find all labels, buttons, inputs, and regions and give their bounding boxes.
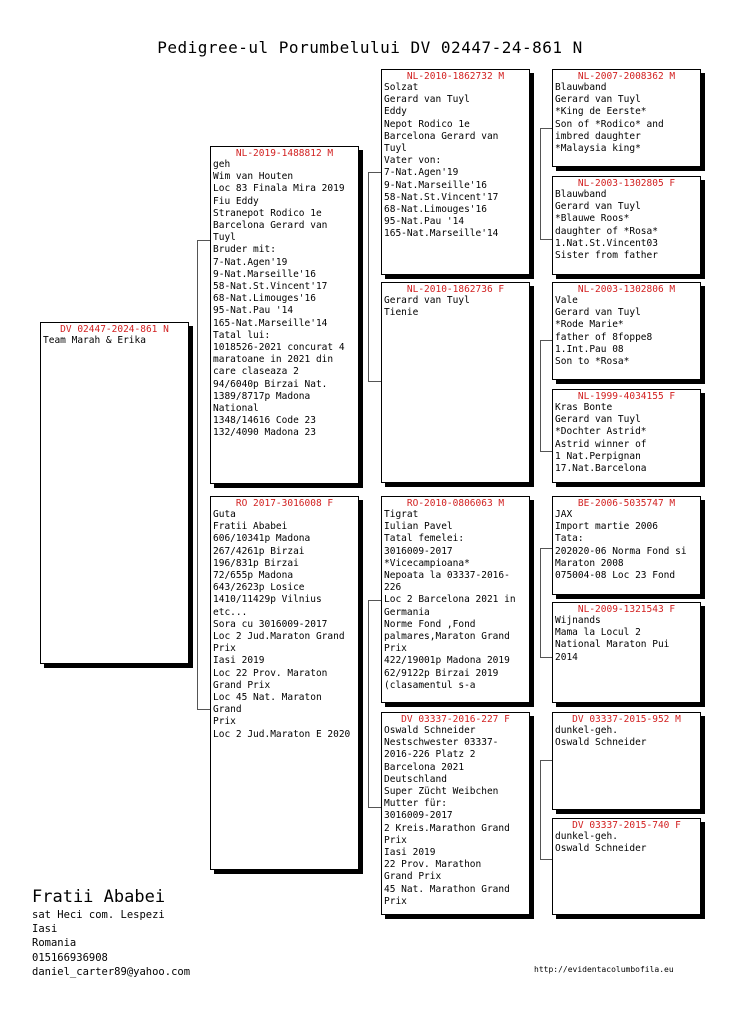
pigeon-info-line: 1018526-2021 concurat 4 [213, 342, 345, 354]
ring-number: NL-2010-1862736 F [406, 284, 505, 295]
pigeon-info-line: Oswald Schneider [384, 725, 476, 736]
pigeon-info-line: daughter of *Rosa* [555, 225, 658, 237]
pigeon-info-line: Loc 2 Jud.Maraton Grand [213, 631, 345, 643]
pigeon-info-line: 606/10341p Madona [213, 533, 311, 545]
connector-gen3-2 [540, 340, 552, 452]
pigeon-info-line: 2016-226 Platz 2 [384, 749, 476, 761]
ring-number: NL-1999-4034155 F [577, 391, 676, 402]
pigeon-info-line: Vater von: [384, 155, 442, 167]
pigeon-card-sire-dam [381, 282, 530, 483]
pigeon-info-line: Fratii Ababei [213, 521, 288, 533]
pigeon-info-line: 22 Prov. Marathon [384, 859, 482, 871]
pigeon-info-line: Grand Prix [384, 871, 442, 883]
ring-number: DV 03337-2016-227 F [401, 714, 510, 725]
pigeon-info-line: National [213, 403, 259, 415]
pigeon-info-line: Gerard van Tuyl [384, 295, 470, 306]
pigeon-card-ggp-3 [552, 282, 701, 380]
ring-number: RO 2017-3016008 F [235, 498, 334, 509]
pigeon-info-line: Loc 45 Nat. Maraton [213, 692, 322, 704]
ring-number: NL-2003-1302805 F [577, 178, 676, 189]
pigeon-info-line: Oswald Schneider [555, 843, 647, 855]
pigeon-info-line: Stranepot Rodico 1e [213, 207, 322, 219]
pigeon-info-line: 1 Nat.Perpignan [555, 450, 641, 462]
owner-address-line: sat Heci com. Lespezi [32, 909, 165, 921]
pigeon-info-line: 45 Nat. Marathon Grand [384, 883, 510, 895]
pigeon-info-line: 422/19001p Madona 2019 [384, 655, 510, 667]
pigeon-info-line: (clasamentul s-a [384, 679, 476, 691]
ring-number: DV 03337-2015-740 F [572, 820, 681, 831]
pigeon-info-line: Barcelona Gerard van [213, 220, 328, 232]
pigeon-info-line: Iulian Pavel [384, 521, 453, 533]
pigeon-info-line: *Malaysia king* [555, 143, 641, 155]
pigeon-info-line: palmares,Maraton Grand [384, 631, 510, 643]
ring-number: NL-2007-2008362 M [577, 71, 676, 82]
pigeon-info-line: Tatal femelei: [384, 533, 465, 545]
pigeon-info-line: Sister from father [555, 250, 658, 262]
pigeon-info-line: 17.Nat.Barcelona [555, 463, 647, 475]
pigeon-info-line: Son to *Rosa* [555, 356, 630, 368]
pigeon-card-ggp-5 [552, 496, 701, 595]
website-link[interactable]: http://evidentacolumbofila.eu [534, 965, 674, 974]
pigeon-info-line: 202020-06 Norma Fond si [555, 545, 687, 557]
pigeon-info-line: JAX [555, 509, 573, 520]
pigeon-info-line: maratoane in 2021 din [213, 354, 334, 366]
ring-number: NL-2010-1862732 M [406, 71, 505, 82]
pigeon-info-line: Son of *Rodico* and [555, 118, 664, 130]
pigeon-info-line: Loc 22 Prov. Maraton [213, 667, 328, 679]
pigeon-info-line: 62/9122p Birzai 2019 [384, 667, 499, 679]
pigeon-card-dam-dam [381, 712, 530, 915]
pigeon-info-line: 3016009-2017 [384, 545, 453, 557]
ring-number: NL-2019-1488812 M [235, 148, 334, 159]
pigeon-info-line: Tuyl [213, 232, 236, 244]
pigeon-card-ggp-8 [552, 818, 701, 915]
page-title: Pedigree-ul Porumbelului DV 02447-24-861 N [157, 38, 583, 57]
pigeon-info-line: Nepot Rodico 1e [384, 118, 470, 130]
pigeon-info-line: Grand [213, 704, 242, 716]
connector-gen3-4 [540, 760, 552, 860]
pigeon-info-line: Eddy [384, 106, 407, 118]
pigeon-info-line: 58-Nat.St.Vincent'17 [213, 281, 328, 293]
pigeon-info-line: Blauwband [555, 189, 607, 200]
owner-info [32, 886, 190, 979]
pigeon-info-line: Solzat [384, 82, 419, 93]
pigeon-info-line: Oswald Schneider [555, 737, 647, 749]
owner-email[interactable]: daniel_carter89@yahoo.com [32, 965, 191, 978]
pigeon-info-line: etc... [213, 606, 248, 618]
pigeon-info-line: Import martie 2006 [555, 521, 658, 533]
pigeon-info-line: 1.Nat.St.Vincent03 [555, 237, 658, 249]
ring-number: BE-2006-5035747 M [577, 498, 676, 509]
pigeon-info-line: Loc 2 Barcelona 2021 in [384, 594, 516, 606]
pigeon-info-line: 226 [384, 582, 402, 594]
pigeon-info-line: 165-Nat.Marseille'14 [384, 228, 499, 240]
pigeon-info-line: 7-Nat.Agen'19 [213, 256, 288, 268]
pigeon-info-line: Loc 83 Finala Mira 2019 [213, 183, 345, 195]
pigeon-card-ggp-1 [552, 69, 701, 167]
pigeon-info-line: 1348/14616 Code 23 [213, 415, 316, 427]
pigeon-info-line: 68-Nat.Limouges'16 [213, 293, 316, 305]
pigeon-info-line: Norme Fond ,Fond [384, 618, 476, 630]
pigeon-card-ggp-4 [552, 389, 701, 483]
pigeon-card-ggp-7 [552, 712, 701, 810]
pigeon-info-line: Vale [555, 295, 578, 306]
pigeon-info-line: Deutschland [384, 773, 447, 785]
ring-number: RO-2010-0806063 M [406, 498, 505, 509]
pigeon-info-line: 3016009-2017 [384, 810, 453, 822]
pigeon-info-line: 1410/11429p Vilnius [213, 594, 322, 606]
pigeon-info-line: 1389/8717p Madona [213, 390, 311, 402]
pigeon-info-line: 132/4090 Madona 23 [213, 427, 316, 439]
pigeon-card-ggp-2 [552, 176, 701, 275]
pigeon-info-line: Nestschwester 03337- [384, 737, 499, 749]
pigeon-info-line: Fiu Eddy [213, 195, 259, 207]
pigeon-info-line: 7-Nat.Agen'19 [384, 167, 459, 179]
pigeon-info-line: father of 8foppe8 [555, 331, 653, 343]
pigeon-info-line: 196/831p Birzai [213, 557, 299, 569]
connector-gen3-3 [540, 548, 552, 658]
pigeon-info-line: Prix [213, 716, 236, 728]
pigeon-info-line: 2 Kreis.Marathon Grand [384, 822, 510, 834]
ring-number: DV 02447-2024-861 N [60, 324, 169, 335]
pigeon-info-line: care claseaza 2 [213, 366, 299, 378]
pigeon-info-line: 267/4261p Birzai [213, 545, 305, 557]
pigeon-info-line: 95-Nat.Pau '14 [213, 305, 294, 317]
pigeon-info-line: *Rode Marie* [555, 319, 624, 331]
pigeon-info-line: Mama la Locul 2 [555, 627, 641, 639]
pigeon-info-line: 94/6040p Birzai Nat. [213, 378, 328, 390]
pigeon-info-line: Iasi 2019 [384, 847, 436, 859]
pigeon-info-line: Nepoata la 03337-2016- [384, 570, 510, 582]
owner-city: Iasi [32, 923, 58, 936]
ring-number: NL-2009-1321543 F [577, 604, 676, 615]
pigeon-card-sire-sire [381, 69, 530, 275]
pigeon-info-line: Team Marah & Erika [43, 335, 146, 346]
pigeon-card-sire [210, 146, 359, 484]
pigeon-info-line: imbred daughter [555, 130, 641, 142]
ring-number: DV 03337-2015-952 M [572, 714, 681, 725]
pigeon-info-line: Iasi 2019 [213, 655, 265, 667]
pigeon-info-line: Germania [384, 606, 430, 618]
pigeon-info-line: National Maraton Pui [555, 639, 670, 651]
pigeon-info-line: Maraton 2008 [555, 557, 624, 569]
pigeon-info-line: Tigrat [384, 509, 419, 520]
pigeon-info-line: *Vicecampioana* [384, 557, 470, 569]
pigeon-card-dam-sire [381, 496, 530, 703]
pigeon-info-line: Kras Bonte [555, 402, 613, 413]
ring-number: NL-2003-1302806 M [577, 284, 676, 295]
pigeon-info-line: Gerard van Tuyl [555, 414, 641, 426]
pigeon-info-line: Barcelona Gerard van [384, 130, 499, 142]
pigeon-info-line: Bruder mit: [213, 244, 276, 256]
pigeon-info-line: Prix [384, 834, 407, 846]
pigeon-info-line: 2014 [555, 651, 578, 663]
owner-phone: 015166936908 [32, 951, 108, 964]
pigeon-info-line: Guta [213, 509, 236, 520]
pigeon-info-line: Loc 2 Jud.Maraton E 2020 [213, 728, 351, 740]
pigeon-info-line: 68-Nat.Limouges'16 [384, 204, 487, 216]
connector-gen3-1 [540, 128, 552, 240]
connector-gen1 [197, 240, 211, 710]
pigeon-info-line: Tatal lui: [213, 329, 271, 341]
pigeon-info-line: Tienie [384, 307, 419, 319]
pigeon-info-line: Gerard van Tuyl [555, 201, 641, 213]
pigeon-info-line: Wim van Houten [213, 171, 294, 183]
pigeon-info-line: Barcelona 2021 [384, 761, 465, 773]
pigeon-info-line: geh [213, 159, 231, 170]
connector-gen2-top [368, 172, 382, 382]
pigeon-info-line: *Dochter Astrid* [555, 426, 647, 438]
pigeon-info-line: Grand Prix [213, 679, 271, 691]
pigeon-info-line: Wijnands [555, 615, 601, 626]
pigeon-card-ggp-6 [552, 602, 701, 703]
pigeon-info-line: 95-Nat.Pau '14 [384, 216, 465, 228]
pigeon-info-line: Gerard van Tuyl [555, 94, 641, 106]
pigeon-info-line: 9-Nat.Marseille'16 [213, 268, 316, 280]
pigeon-info-line: 165-Nat.Marseille'14 [213, 317, 328, 329]
pigeon-info-line: Astrid winner of [555, 438, 647, 450]
pigeon-info-line: dunkel-geh. [555, 831, 618, 842]
pigeon-info-line: Super Zücht Weibchen [384, 786, 499, 798]
pigeon-info-line: Tuyl [384, 143, 407, 155]
pigeon-card-dam [210, 496, 359, 870]
pigeon-info-line: Prix [213, 643, 236, 655]
pigeon-info-line: Mutter für: [384, 798, 447, 810]
pigeon-info-line: 075004-08 Loc 23 Fond [555, 570, 676, 582]
pigeon-card-subject [40, 322, 189, 664]
pigeon-info-line: Gerard van Tuyl [555, 307, 641, 319]
owner-name: Fratii Ababei [32, 887, 166, 907]
connector-gen2-bottom [368, 600, 382, 808]
owner-country: Romania [32, 937, 77, 950]
pigeon-info-line: 58-Nat.St.Vincent'17 [384, 191, 499, 203]
pigeon-info-line: Prix [384, 643, 407, 655]
pigeon-info-line: *Blauwe Roos* [555, 213, 630, 225]
pigeon-info-line: Prix [384, 895, 407, 907]
pigeon-info-line: 9-Nat.Marseille'16 [384, 179, 487, 191]
pigeon-info-line: 72/655p Madona [213, 570, 294, 582]
pigeon-info-line: Gerard van Tuyl [384, 94, 470, 106]
pigeon-info-line: Sora cu 3016009-2017 [213, 618, 328, 630]
pigeon-info-line: dunkel-geh. [555, 725, 618, 736]
pigeon-info-line: Blauwband [555, 82, 607, 93]
pigeon-info-line: 1.Int.Pau 08 [555, 343, 624, 355]
pigeon-info-line: Tata: [555, 533, 584, 545]
pigeon-info-line: 643/2623p Losice [213, 582, 305, 594]
pigeon-info-line: *King de Eerste* [555, 106, 647, 118]
